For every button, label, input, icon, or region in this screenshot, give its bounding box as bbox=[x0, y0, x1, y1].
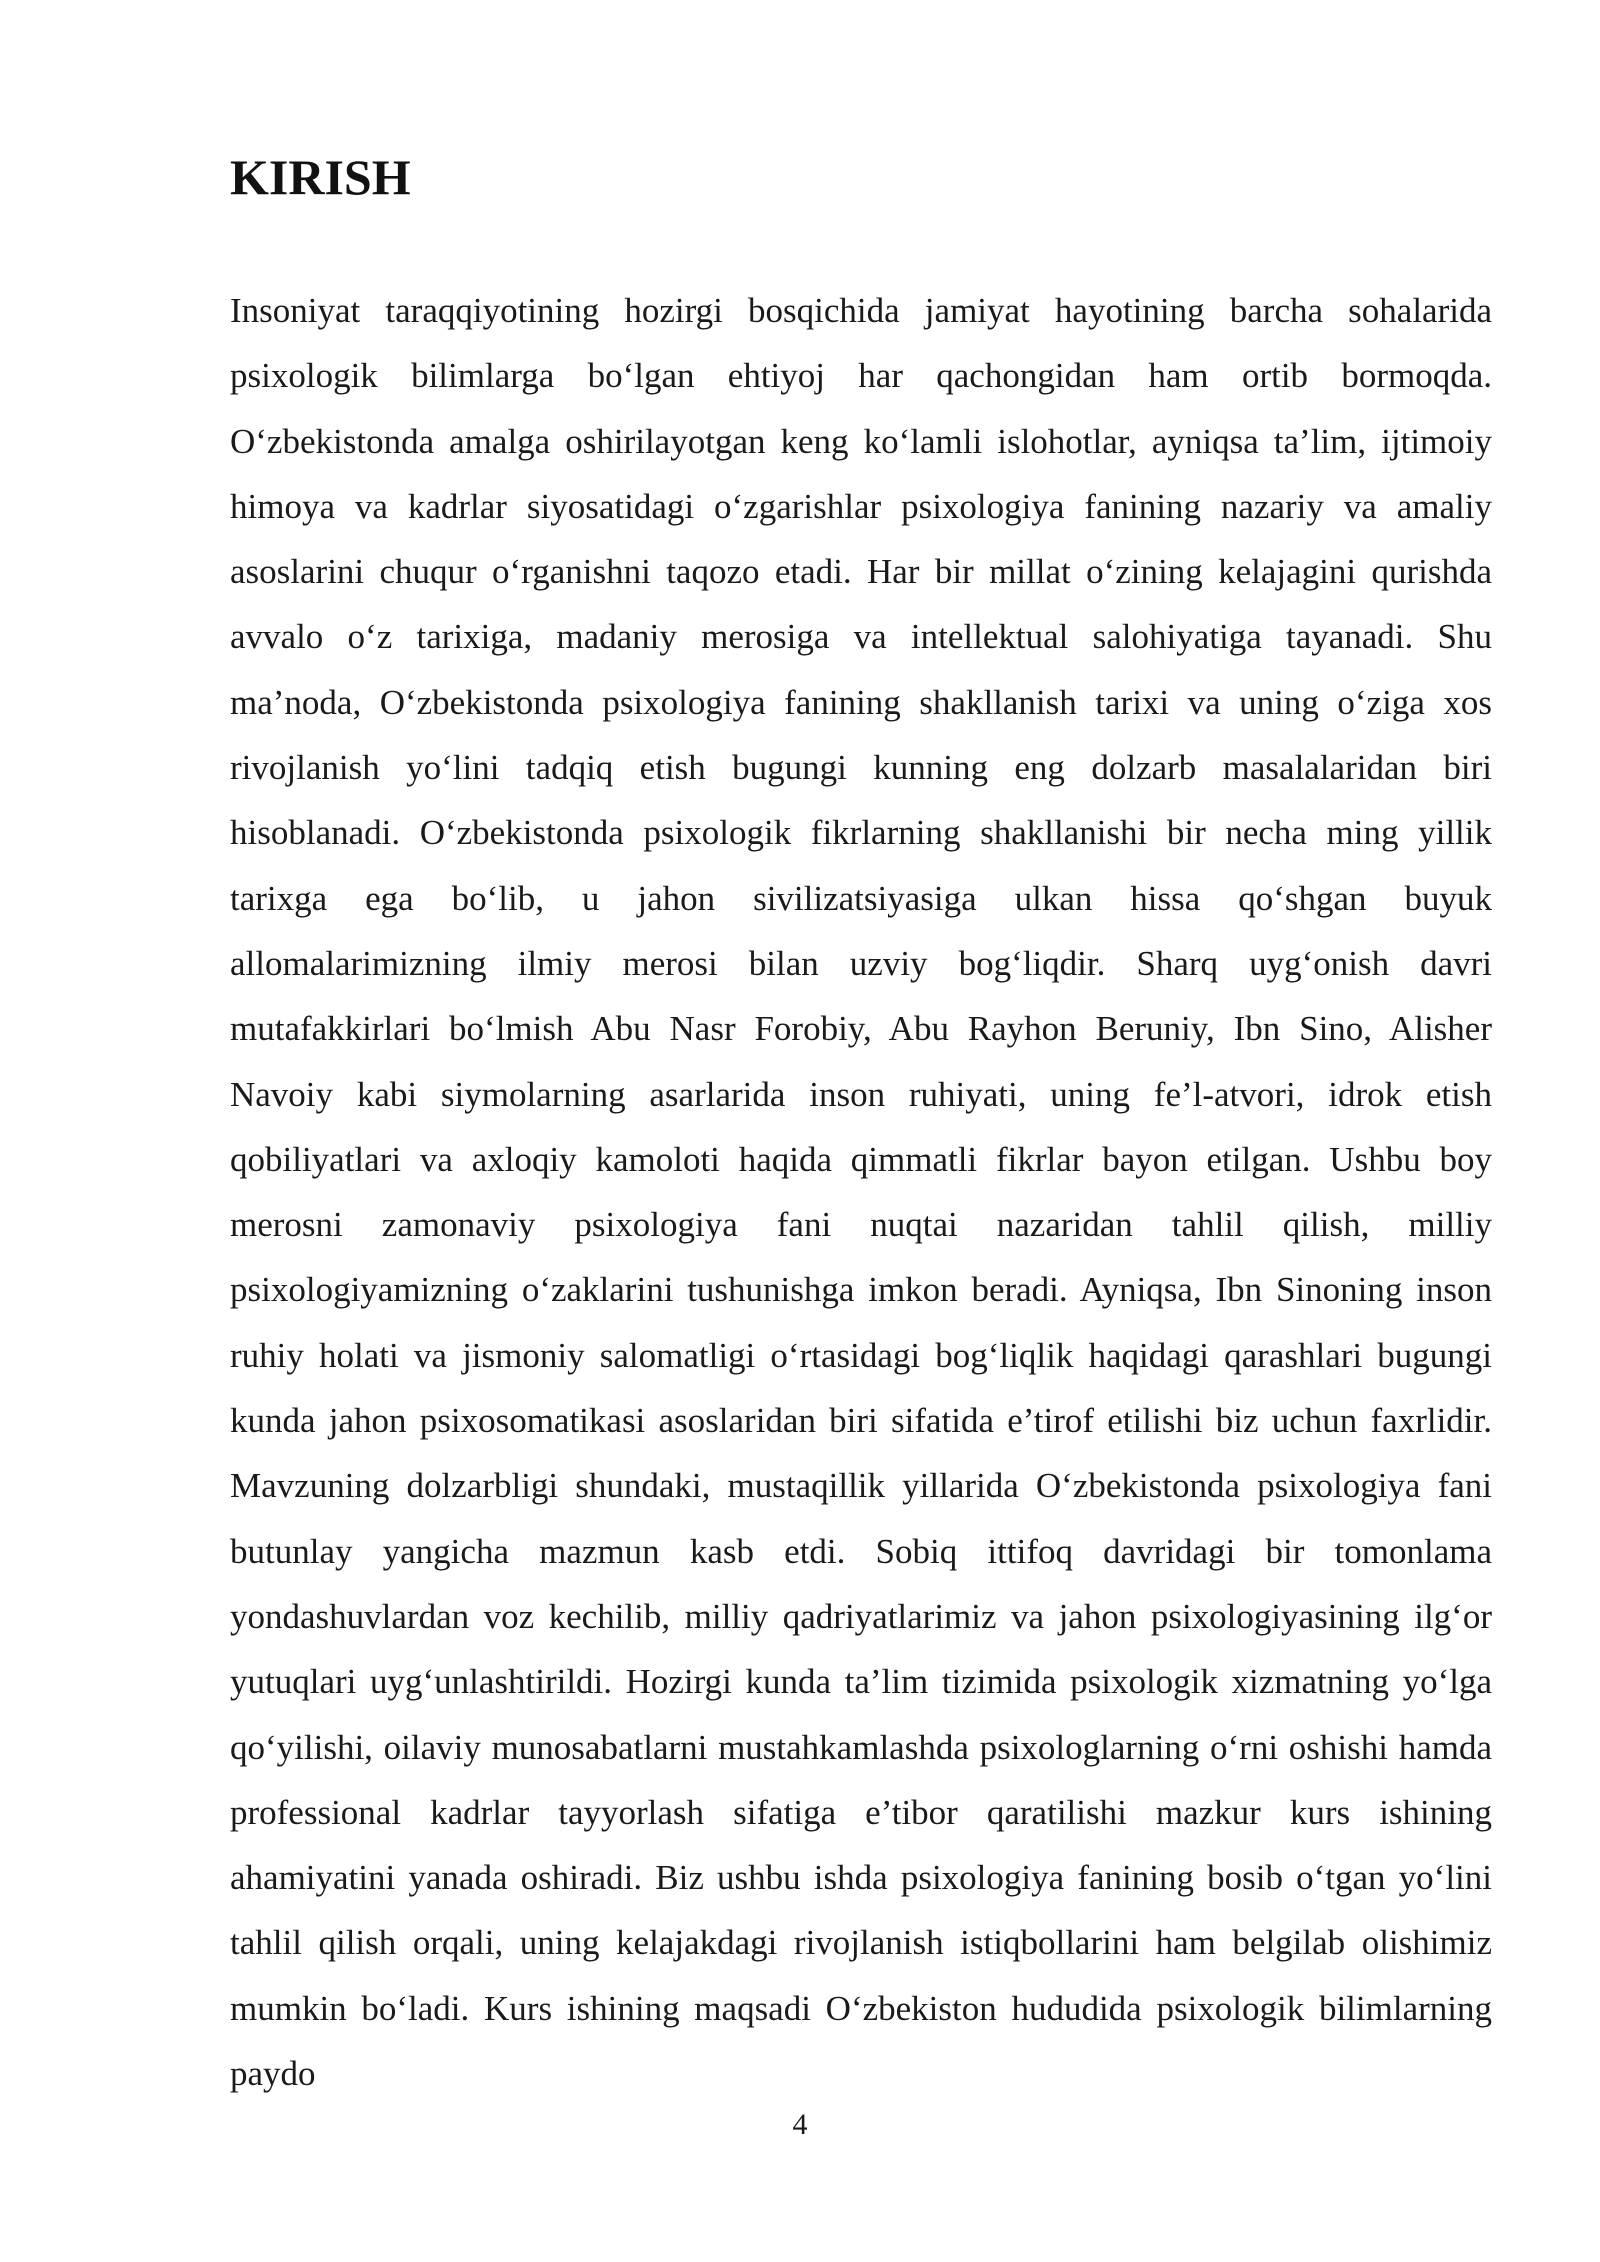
page-number: 4 bbox=[792, 2108, 808, 2141]
body-paragraph: Insoniyat taraqqiyotining hozirgi bosqichida jamiyat hayotining barcha sohalarida psixologik bilimlarga bo‘lgan ehtiyoj har qachongidan ham ortib bormoqda. O‘zbekistonda amalga oshirilayotgan keng ko‘lamli islohotlar, ayniqsa ta’lim, ijtimoiy himoya va kadrlar siyosatidagi o‘zgarishlar psixologiya fanining nazariy va amaliy asoslarini chuqur o‘rganishni taqozo etadi. Har bir millat o‘zining kelajagini qurishda avvalo o‘z tarixiga, madaniy merosiga va intellektual salohiyatiga tayanadi. Shu ma’noda, O‘zbekistonda psixologiya fanining shakllanish tarixi va uning o‘ziga xos rivojlanish yo‘lini tadqiq etish bugungi kunning eng dolzarb masalalaridan biri hisoblanadi. O‘zbekistonda psixologik fikrlarning shakllanishi bir necha ming yillik tarixga ega bo‘lib, u jahon sivilizatsiyasiga ulkan hissa qo‘shgan buyuk allomalarimizning ilmiy merosi bilan uzviy bog‘liqdir. Sharq uyg‘onish davri mutafakkirlari bo‘lmish Abu Nasr Forobiy, Abu Rayhon Beruniy, Ibn Sino, Alisher Navoiy kabi siymolarning asarlarida inson ruhiyati, uning fe’l-atvori, idrok etish qobiliyatlari va axloqiy kamoloti haqida qimmatli fikrlar bayon etilgan. Ushbu boy merosni zamonaviy psixologiya fani nuqtai nazaridan tahlil qilish, milliy psixologiyamizning o‘zaklarini tushunishga imkon beradi. Ayniqsa, Ibn Sinoning inson ruhiy holati va jismoniy salomatligi o‘rtasidagi bog‘liqlik haqidagi qarashlari bugungi kunda jahon psixosomatikasi asoslaridan biri sifatida e’tirof etilishi biz uchun faxrlidir. Mavzuning dolzarbligi shundaki, mustaqillik yillarida O‘zbekistonda psixologiya fani butunlay yangicha mazmun kasb etdi. Sobiq ittifoq davridagi bir tomonlama yondashuvlardan voz kechilib, milliy qadriyatlarimiz va jahon psixologiyasining ilg‘or yutuqlari uyg‘unlashtirildi. Hozirgi kunda ta’lim tizimida psixologik xizmatning yo‘lga qo‘yilishi, oilaviy munosabatlarni mustahkamlashda psixologlarning o‘rni oshishi hamda professional kadrlar tayyorlash sifatiga e’tibor qaratilishi mazkur kurs ishining ahamiyatini yanada oshiradi. Biz ushbu ishda psixologiya fanining bosib o‘tgan yo‘lini tahlil qilish orqali, uning kelajakdagi rivojlanish istiqbollarini ham belgilab olishimiz mumkin bo‘ladi. Kurs ishining maqsadi O‘zbekiston hududida psixologik bilimlarning paydo bbox=[230, 291, 1492, 2094]
page-title: KIRISH bbox=[230, 149, 411, 205]
